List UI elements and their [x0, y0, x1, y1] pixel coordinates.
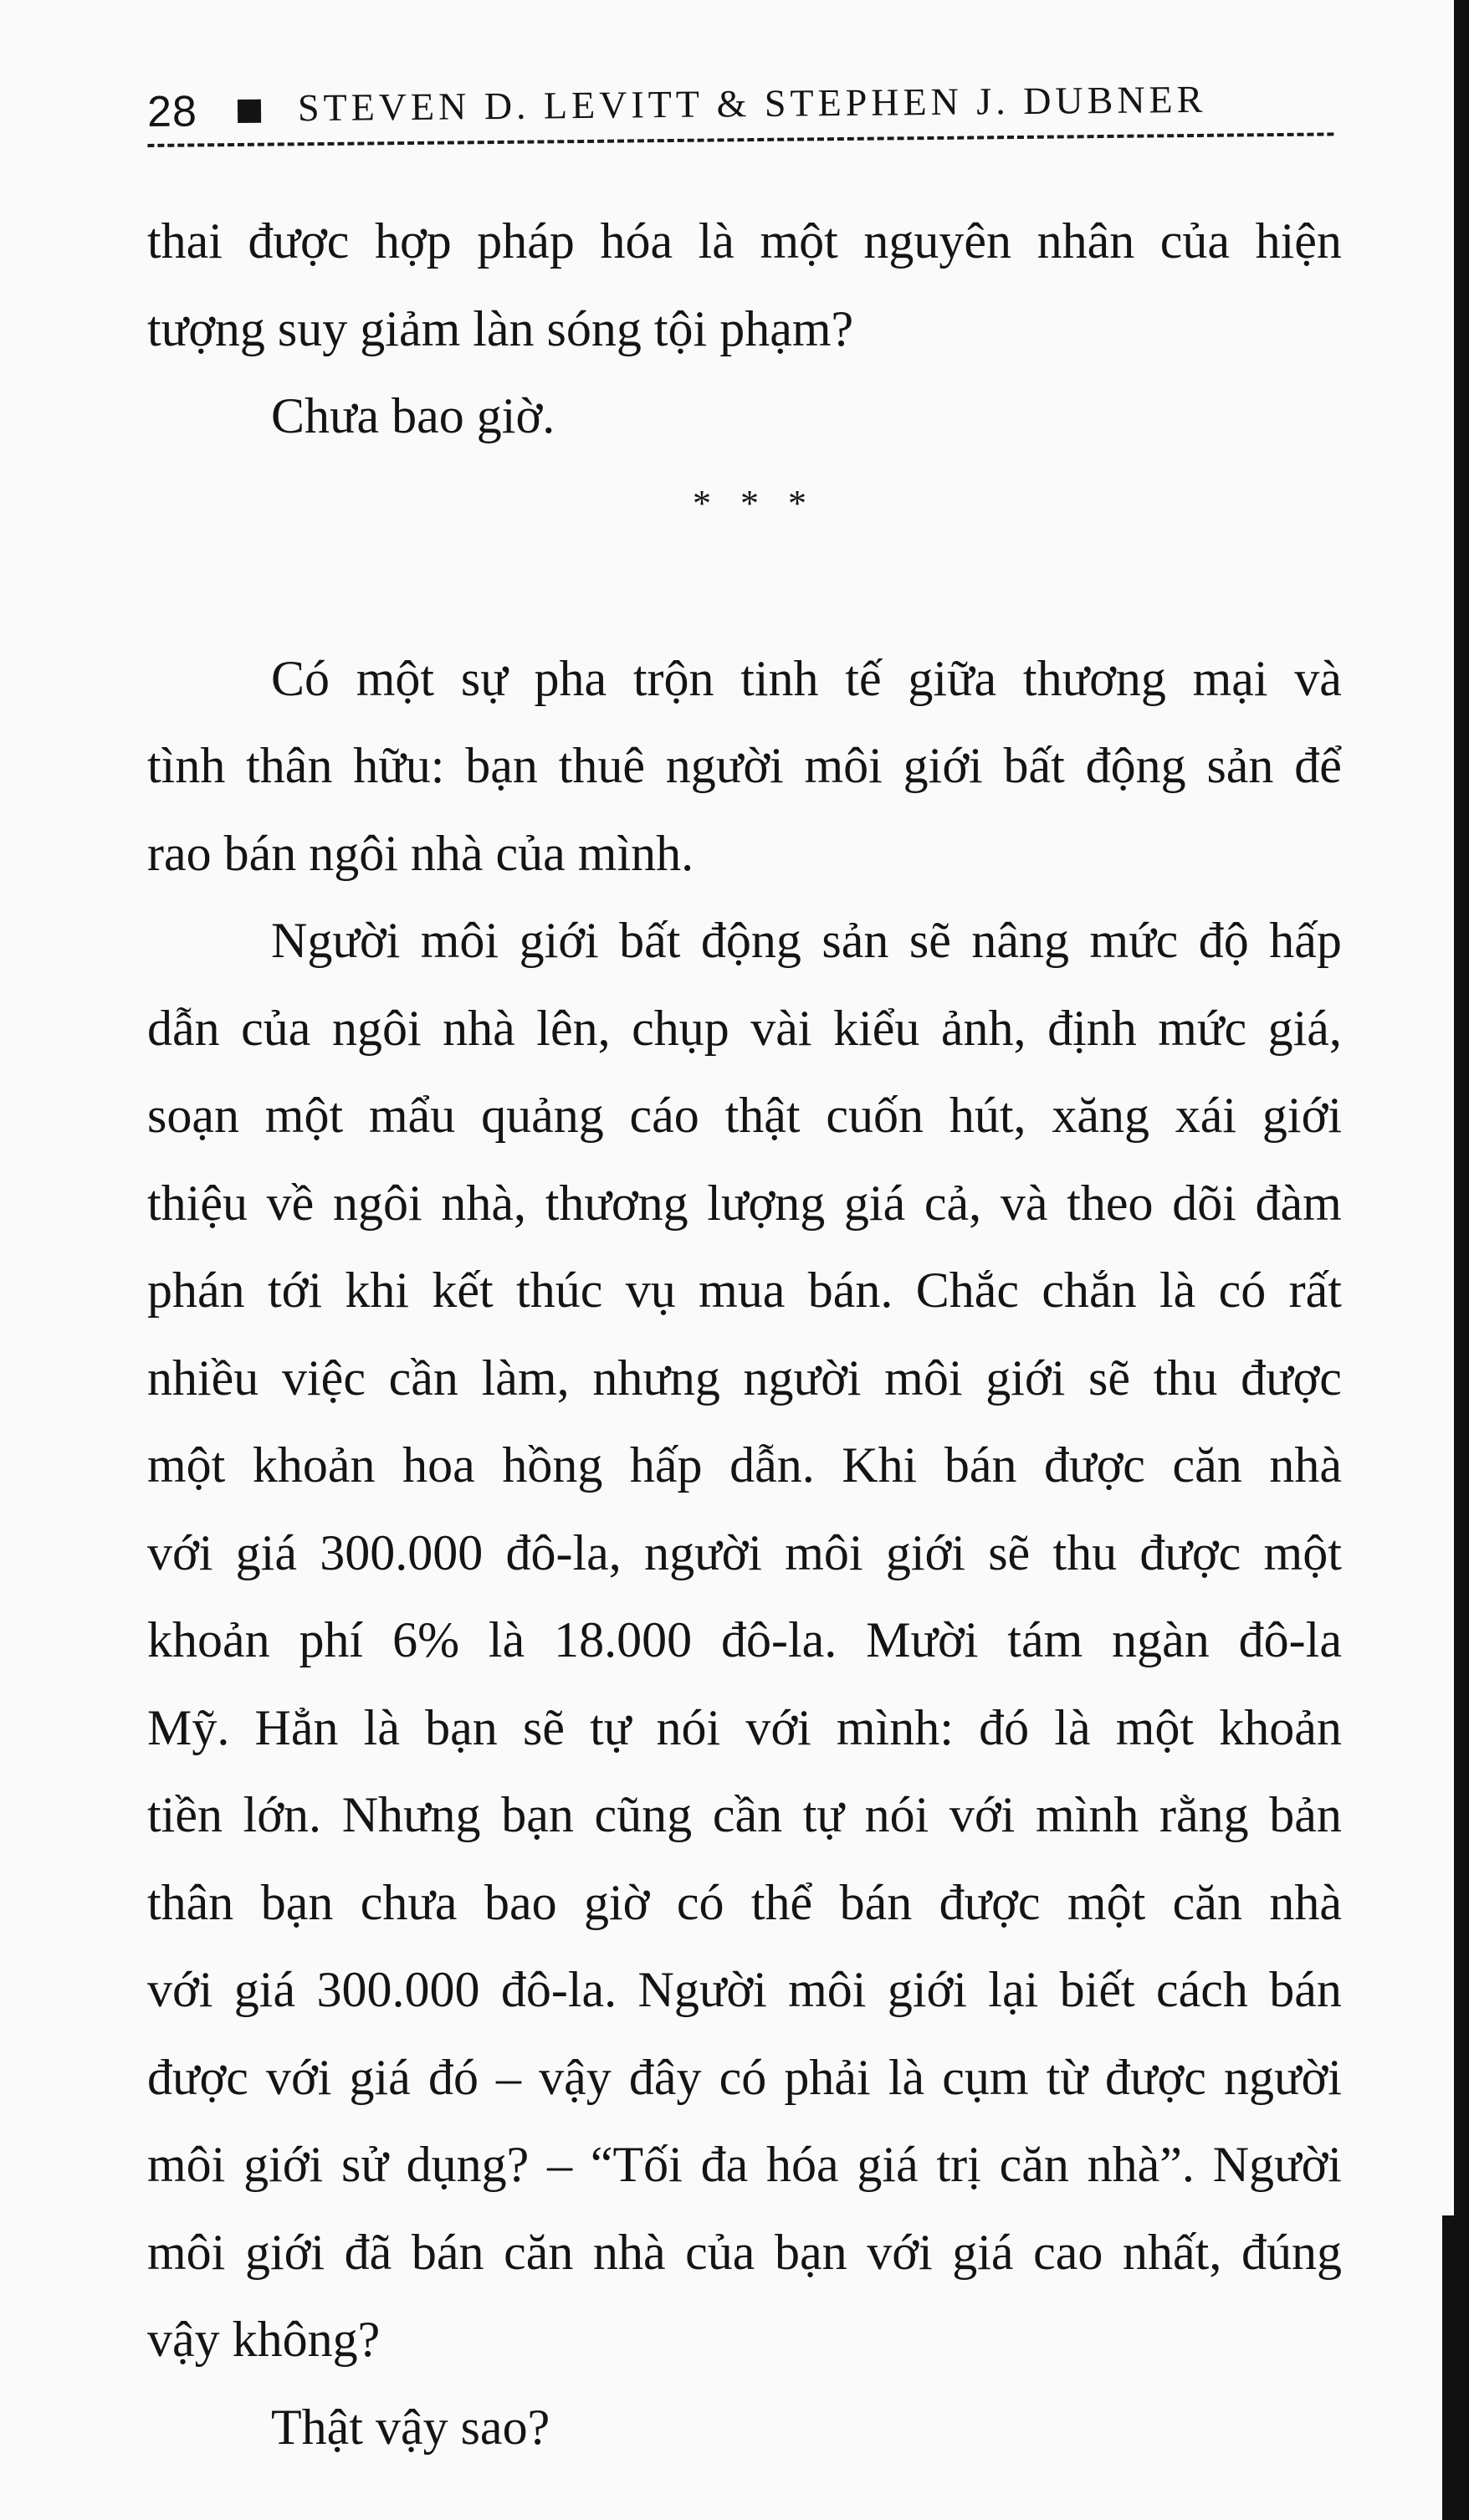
page-edge-shadow	[1454, 0, 1469, 2520]
header-dashed-rule	[147, 132, 1333, 147]
text-line: thai được hợp pháp hóa là một nguyên nhân của hiện	[147, 213, 1342, 269]
text-line: Có một sự pha trộn tinh tế giữa thương mại và	[271, 650, 1342, 706]
text-line: môi giới sử dụng? – “Tối đa hóa giá trị căn nhà”. Người	[147, 2137, 1342, 2192]
section-gap	[147, 547, 1342, 635]
text-line: tượng suy giảm làn sóng tội phạm?	[147, 300, 854, 356]
text-line: thiệu về ngôi nhà, thương lượng giá cả, và theo dõi đàm	[147, 1175, 1342, 1231]
text-line: phán tới khi kết thúc vụ mua bán. Chắc chắn là có rất	[147, 1263, 1342, 1318]
text-line: nhiều việc cần làm, nhưng người môi giới sẽ thu được	[147, 1350, 1342, 1406]
text-line: được với giá đó – vậy đây có phải là cụm từ được người	[147, 2049, 1342, 2105]
section-break-stars: * * *	[693, 482, 816, 524]
page-number: 28	[146, 87, 198, 136]
running-header	[147, 55, 1336, 151]
text-line: tiền lớn. Nhưng bạn cũng cần tự nói với mình rằng bản	[147, 1787, 1342, 1842]
text-line: Chưa bao giờ.	[271, 388, 555, 443]
text-line: thân bạn chưa bao giờ có thể bán được một căn nhà	[147, 1874, 1342, 1930]
text-line: khoản phí 6% là 18.000 đô-la. Mười tám ngàn đô-la	[147, 1612, 1342, 1667]
text-line: với giá 300.000 đô-la, người môi giới sẽ thu được một	[147, 1524, 1342, 1580]
text-line: tình thân hữu: bạn thuê người môi giới bất động sản để	[147, 738, 1342, 793]
text-line: rao bán ngôi nhà của mình.	[147, 825, 694, 881]
text-line: một khoản hoa hồng hấp dẫn. Khi bán được căn nhà	[147, 1437, 1342, 1493]
text-line: dẫn của ngôi nhà lên, chụp vài kiểu ảnh, định mức giá,	[147, 1000, 1342, 1056]
text-line: Thật vậy sao?	[271, 2399, 550, 2455]
text-line: Người môi giới bất động sản sẽ nâng mức độ hấp	[271, 913, 1342, 968]
text-line: soạn một mẩu quảng cáo thật cuốn hút, xăng xái giới	[147, 1088, 1342, 1143]
header-authors: STEVEN D. LEVITT & STEPHEN J. DUBNER	[297, 77, 1207, 130]
body-text	[147, 197, 1342, 2471]
text-line: với giá 300.000 đô-la. Người môi giới lại biết cách bán	[147, 1962, 1342, 2017]
page-edge-shadow-lower	[1442, 2215, 1469, 2520]
text-line: Mỹ. Hẳn là bạn sẽ tự nói với mình: đó là một khoản	[147, 1699, 1342, 1755]
header-bullet-square	[238, 100, 261, 123]
text-line: môi giới đã bán căn nhà của bạn với giá cao nhất, đúng	[147, 2224, 1342, 2280]
text-line: vậy không?	[147, 2312, 381, 2367]
